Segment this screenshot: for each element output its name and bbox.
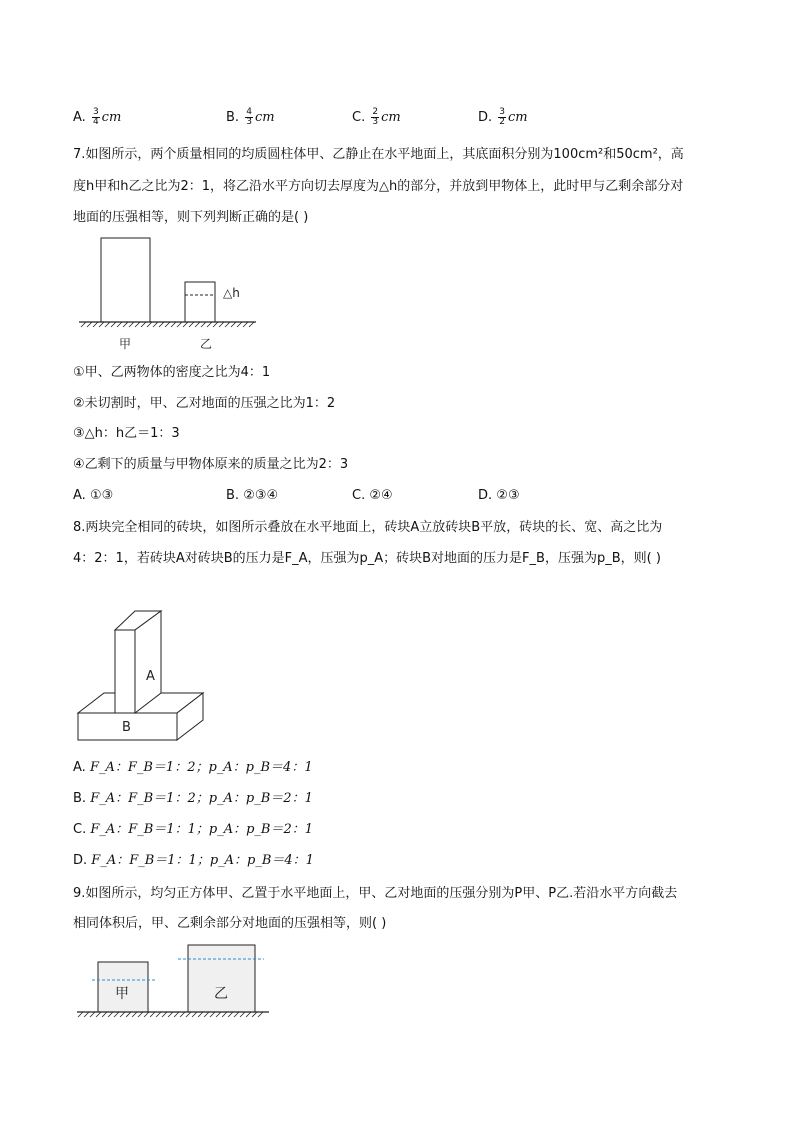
- q8-stem-line-1: 8.两块完全相同的砖块，如图所示叠放在水平地面上，砖块A立放砖块B平放，砖块的长、宽、高之比为: [73, 520, 663, 535]
- denominator: 2: [499, 117, 506, 127]
- cylinder-yi: [185, 282, 215, 322]
- fraction: [92, 108, 100, 127]
- ground-hatching: [81, 322, 254, 327]
- option-label: A.: [73, 488, 86, 503]
- option-text: ②④: [369, 488, 393, 503]
- fraction: [245, 108, 253, 127]
- q6-option-d[interactable]: [478, 108, 528, 127]
- q6-option-c[interactable]: [352, 108, 401, 127]
- option-text: F_A：F_B＝1：2；p_A：p_B＝2：1: [90, 791, 313, 806]
- option-label: B.: [226, 488, 240, 503]
- label-jia: 甲: [119, 337, 132, 351]
- cylinder-jia: [101, 238, 150, 322]
- delta-h-label: △h: [223, 286, 240, 300]
- numerator: 4: [246, 107, 252, 117]
- option-text: ②③④: [243, 488, 279, 503]
- label-jia: 甲: [115, 986, 129, 1002]
- q7-option-d[interactable]: [478, 487, 520, 505]
- unit: cm: [508, 110, 528, 125]
- label-a: A: [146, 669, 155, 684]
- option-label: A.: [73, 110, 86, 125]
- q7-option-b[interactable]: [226, 487, 278, 505]
- option-label: D.: [73, 853, 88, 868]
- q7-stem-line-2: 度h甲和h乙之比为2：1，将乙沿水平方向切去厚度为△h的部分，并放到甲物体上，此时甲与乙剩余部分对: [73, 179, 684, 194]
- brick-a-front: [115, 630, 135, 713]
- q8-option-b[interactable]: [73, 790, 313, 808]
- q8-option-a[interactable]: [73, 759, 313, 777]
- label-b: B: [122, 720, 131, 735]
- fraction: [498, 108, 506, 127]
- unit: cm: [254, 110, 275, 125]
- fraction: [371, 108, 379, 127]
- q6-option-a[interactable]: [73, 108, 121, 127]
- q8-option-d[interactable]: [73, 852, 314, 870]
- option-label: C.: [352, 110, 366, 125]
- label-yi: 乙: [200, 337, 213, 351]
- option-label: C.: [352, 488, 366, 503]
- q7-statement-4: ④乙剩下的质量与甲物体原来的质量之比为2：3: [73, 457, 349, 472]
- ground-hatching: [78, 1012, 263, 1017]
- option-text: ①③: [89, 488, 114, 503]
- q7-stem-line-3: 地面的压强相等，则下列判断正确的是( ): [73, 210, 309, 225]
- q8-option-c[interactable]: [73, 821, 313, 839]
- q8-figure: [74, 610, 214, 745]
- option-label: B.: [226, 110, 240, 125]
- unit: cm: [101, 110, 122, 125]
- option-text: F_A：F_B＝1：2；p_A：p_B＝4：1: [89, 760, 313, 775]
- numerator: 3: [499, 107, 506, 117]
- option-label: C.: [73, 822, 87, 837]
- option-text: ②③: [496, 488, 520, 503]
- q7-figure: [76, 232, 266, 357]
- denominator: 3: [246, 117, 252, 127]
- numerator: 3: [92, 107, 99, 117]
- option-label: D.: [478, 488, 493, 503]
- q7-stem-line-1: 7.如图所示，两个质量相同的均质圆柱体甲、乙静止在水平地面上，其底面积分别为100cm²和50cm²，高: [73, 147, 684, 162]
- q6-option-b[interactable]: [226, 108, 275, 127]
- q7-statement-1: ①甲、乙两物体的密度之比为4：1: [73, 365, 271, 380]
- q7-statement-2: ②未切割时，甲、乙对地面的压强之比为1：2: [73, 396, 336, 411]
- option-label: B.: [73, 791, 87, 806]
- option-text: F_A：F_B＝1：1；p_A：p_B＝2：1: [90, 822, 314, 837]
- q7-option-a[interactable]: [73, 487, 113, 505]
- option-label: D.: [478, 110, 493, 125]
- q9-figure: [74, 940, 274, 1020]
- q7-statement-3: ③△h：h乙＝1：3: [73, 426, 180, 441]
- label-yi: 乙: [214, 986, 228, 1002]
- denominator: 3: [372, 117, 379, 127]
- unit: cm: [381, 110, 401, 125]
- q9-stem-line-2: 相同体积后，甲、乙剩余部分对地面的压强相等，则( ): [73, 916, 387, 931]
- q7-option-c[interactable]: [352, 487, 393, 505]
- q8-stem-line-2: 4：2：1，若砖块A对砖块B的压力是F_A，压强为p_A；砖块B对地面的压力是F_B，压强为p_B，则( ): [73, 551, 661, 566]
- option-text: F_A：F_B＝1：1；p_A：p_B＝4：1: [91, 853, 314, 868]
- q9-stem-line-1: 9.如图所示，均匀正方体甲、乙置于水平地面上，甲、乙对地面的压强分别为P甲、P乙.若沿水平方向截去: [73, 886, 678, 901]
- numerator: 2: [372, 107, 379, 117]
- denominator: 4: [92, 117, 99, 127]
- option-label: A.: [73, 760, 86, 775]
